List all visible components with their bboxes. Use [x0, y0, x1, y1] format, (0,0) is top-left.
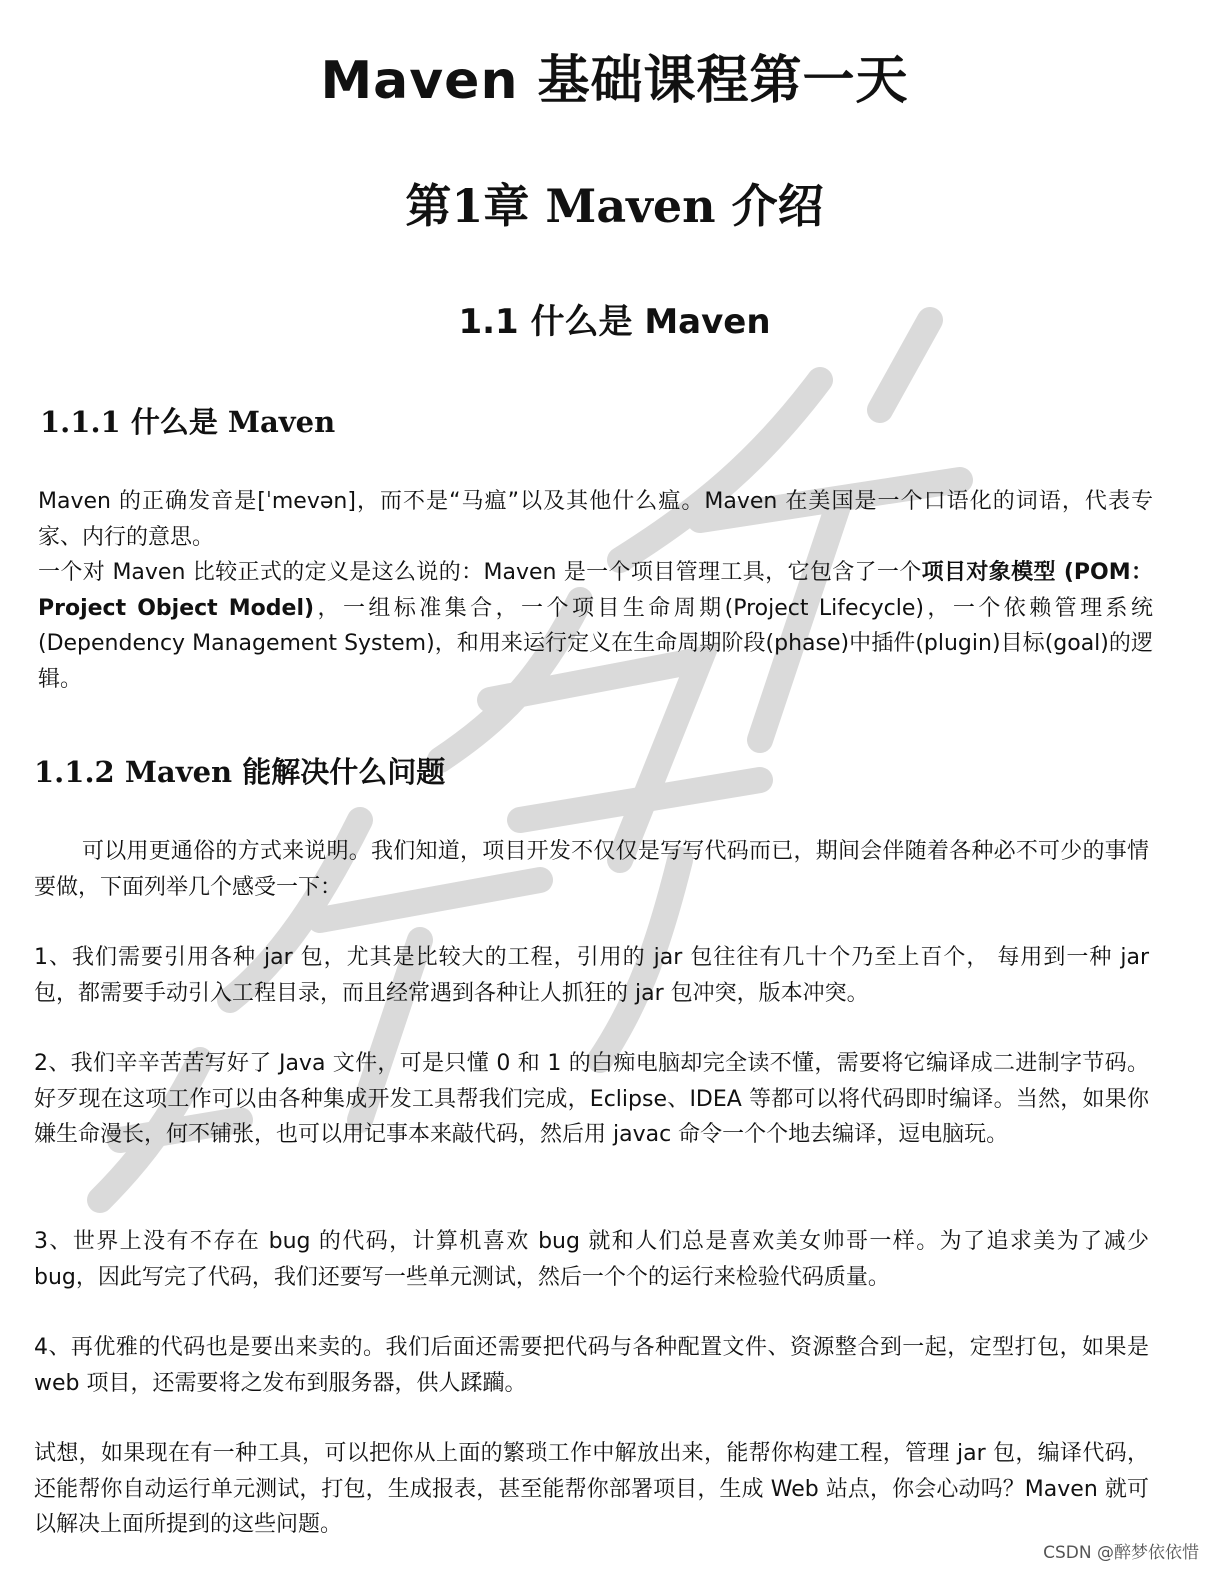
paragraph-item-2: 2、我们辛辛苦苦写好了 Java 文件，可是只懂 0 和 1 的白痴电脑却完全读不懂，需要将它编译成二进制字节码。好歹现在这项工作可以由各种集成开发工具帮我们完成，Eclipse、IDEA 等都可以将代码即时编译。当然，如果你嫌生命漫长，何不铺张，也可以用记事本来敲代码，然后用 javac 命令一个个地去编译，逗电脑玩。 — [34, 1051, 1149, 1147]
subsection-heading-1-1-2: 1.1.2 Maven 能解决什么问题 — [34, 755, 446, 789]
paragraph-item-1: 1、我们需要引用各种 jar 包，尤其是比较大的工程，引用的 jar 包往往有几十个乃至上百个， 每用到一种 jar 包，都需要手动引入工程目录，而且经常遇到各种让人抓狂的 jar 包冲突，版本冲突。 — [34, 945, 1149, 1006]
definition-text-after: ，一组标准集合，一个项目生命周期(Project Lifecycle)，一个依赖管理系统(Dependency Management System)，和用来运行定义在生命周期阶段(phase)中插件(plugin)目标(goal)的逻辑。 — [38, 595, 1153, 692]
subsection-heading-1-1-1: 1.1.1 什么是 Maven — [40, 405, 336, 439]
paragraph-item-3: 3、世界上没有不存在 bug 的代码，计算机喜欢 bug 就和人们总是喜欢美女帅哥一样。为了追求美为了减少 bug，因此写完了代码，我们还要写一些单元测试，然后一个个的运行来检验代码质量。 — [34, 1229, 1149, 1290]
definition-bold-pom: 项目对象模型 (POM：Project Object Model) — [38, 560, 1154, 621]
definition-text-before: 一个对 Maven 比较正式的定义是这么说的：Maven 是一个项目管理工具，它包含了一个 — [38, 560, 922, 585]
paragraph-conclusion: 试想，如果现在有一种工具，可以把你从上面的繁琐工作中解放出来，能帮你构建工程，管理 jar 包，编译代码，还能帮你自动运行单元测试，打包，生成报表，甚至能帮你部署项目，生成 Web 站点，你会心动吗？Maven 就可以解决上面所提到的这些问题。 — [34, 1441, 1149, 1537]
paragraph-definition — [38, 555, 1153, 697]
section-title: 1.1 什么是 Maven — [458, 302, 771, 342]
paragraph-item-4: 4、再优雅的代码也是要出来卖的。我们后面还需要把代码与各种配置文件、资源整合到一起，定型打包，如果是 web 项目，还需要将之发布到服务器，供人蹂躏。 — [34, 1335, 1149, 1396]
paragraph-intro: 可以用更通俗的方式来说明。我们知道，项目开发不仅仅是写写代码而已，期间会伴随着各种必不可少的事情要做，下面列举几个感受一下： — [34, 839, 1149, 900]
footer-credit: CSDN @醉梦依依惜 — [1043, 1543, 1199, 1563]
chapter-title: 第1章 Maven 介绍 — [405, 179, 824, 233]
document-title: Maven 基础课程第一天 — [320, 51, 909, 111]
paragraph-pronunciation: Maven 的正确发音是[ˈmevən]，而不是“马瘟”以及其他什么瘟。Maven 在美国是一个口语化的词语，代表专家、内行的意思。 — [38, 489, 1153, 550]
